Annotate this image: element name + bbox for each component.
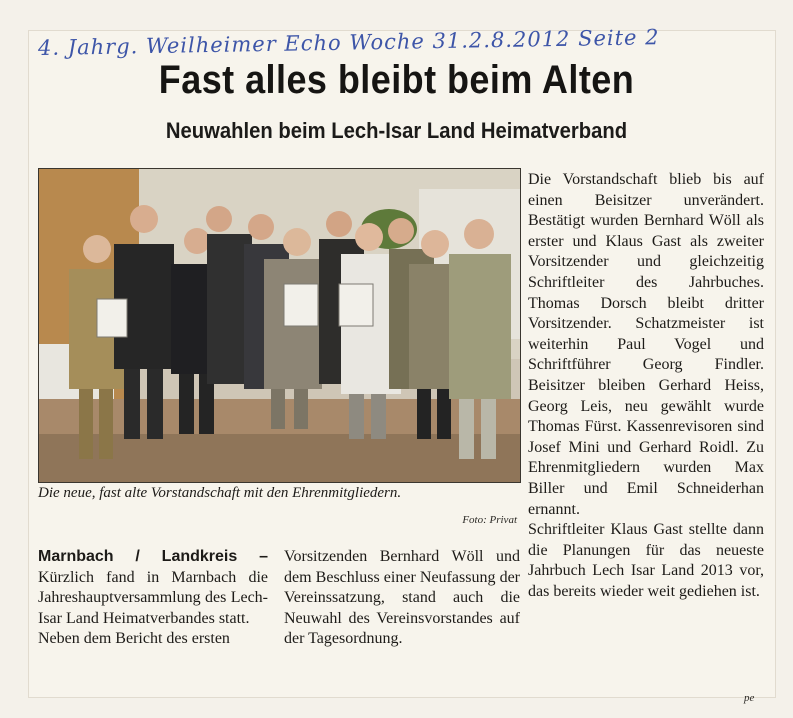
article-dateline: Marnbach / Landkreis –: [38, 548, 268, 565]
subheadline: Neuwahlen beim Lech-Isar Land Heimatverband: [165, 118, 628, 143]
article-column-right: [528, 170, 764, 602]
article-paragraph-4: Die Vorstandschaft blieb bis auf einen Beisitzer unverändert. Bestätigt wurden Bernhard Wöll als erster und Klaus Gast als zweiter Vorsitzender und gleichzeitig Schriftleiter des Jahrbuches. Thomas Dorsch bleibt dritter Vorsitzender. Schatzmeister ist weiterhin Paul Vogel und Schriftführer Georg Findler. Beisitzer bleiben Gerhard Heiss, Georg Leis, neu gewählt wurde Thomas Fürst. Kassenrevisoren sind Josef Mini und Gerhard Roidl. Zu Ehrenmitgliedern wurden Max Biller und Emil Schneiderhan ernannt.: [528, 171, 764, 518]
article-column-middle: [284, 547, 520, 650]
handwritten-note: 4. Jahrg. Weilheimer Echo Woche 31.2.8.2012 Seite 2: [37, 25, 660, 61]
article-paragraph-2: Neben dem Bericht des ersten: [38, 630, 230, 648]
headline: Fast alles bleibt beim Alten: [158, 58, 635, 102]
article-paragraph-3: Vorsitzenden Bernhard Wöll und dem Beschluss einer Neufassung der Vereinssatzung, stand auch die Neuwahl des Vereinsvorstandes auf der Tagesordnung.: [284, 548, 520, 648]
author-signature: pe: [744, 692, 755, 704]
group-photo: [38, 168, 521, 483]
article-paragraph-5: Schriftleiter Klaus Gast stellte dann die Planungen für das neueste Jahrbuch Lech Isar Land 2013 vor, das bereits wieder weit gediehen ist.: [528, 521, 764, 600]
article-column-left: [38, 547, 268, 650]
article-paragraph-1: Kürzlich fand in Marnbach die Jahreshauptversammlung des Lech-Isar Land Heimatverbandes statt.: [38, 568, 268, 627]
group-photo-illustration: [39, 169, 520, 482]
photo-credit: Foto: Privat: [462, 514, 517, 526]
photo-caption: Die neue, fast alte Vorstandschaft mit den Ehrenmitgliedern.: [38, 485, 402, 501]
